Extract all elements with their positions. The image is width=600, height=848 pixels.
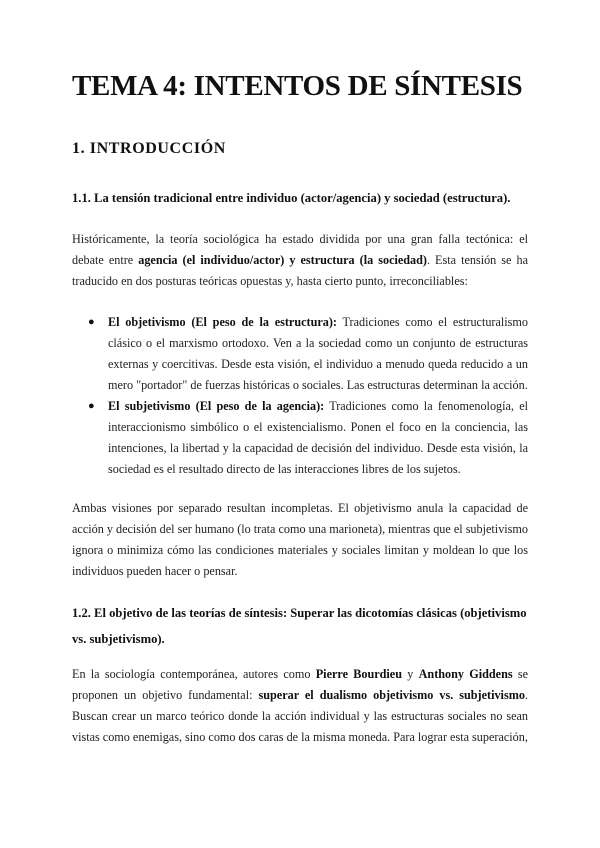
bullet-dot-icon: ● xyxy=(88,400,95,412)
paragraph-text: se proponen un objetivo fundamental: xyxy=(72,667,529,702)
section-heading-introduccion: 1. INTRODUCCIÓN xyxy=(72,140,226,157)
bullet-text: Tradiciones como la fenomenología, el interaccionismo simbólico o el existencialismo. Ponen el foco en la conciencia, las intenciones, la libertad y la capacidad de decisión del individuo. Desde esta visión, la sociedad es el resultado directo de las interacciones libres de los sujetos. xyxy=(108,399,528,476)
paragraph-text: Históricamente, la teoría sociológica ha estado dividida por una gran falla tectónica: el debate entre xyxy=(72,232,528,267)
bold-name-bourdieu: Pierre Bourdieu xyxy=(315,667,402,681)
paragraph-ambas-visiones: Ambas visiones por separado resultan incompletas. El objetivismo anula la capacidad de acción y decisión del ser humano (lo trata como una marioneta), mientras que el subjetivismo ignora o minimiza cómo las condiciones materiales y sociales limitan y moldean lo que los individuos pueden hacer o pensar. xyxy=(72,501,528,578)
bold-term-dualismo: superar el dualismo objetivismo vs. subjetivismo xyxy=(258,688,525,702)
bold-name-giddens: Anthony Giddens xyxy=(418,667,513,681)
paragraph-text: En la sociología contemporánea, autores como xyxy=(72,667,316,681)
bullet-dot-icon: ● xyxy=(88,316,95,328)
subsection-heading-1-1: 1.1. La tensión tradicional entre individuo (actor/agencia) y sociedad (estructura). xyxy=(72,191,511,205)
subsection-heading-1-2: 1.2. El objetivo de las teorías de síntesis: Superar las dicotomías clásicas (objetivismo vs. subjetivismo). xyxy=(72,606,527,646)
paragraph-historicamente xyxy=(72,229,528,292)
bullet-item-objetivismo xyxy=(72,312,528,396)
paragraph-sociologia-contemporanea xyxy=(72,664,528,748)
bold-term-agencia-estructura: agencia (el individuo/actor) y estructura (la sociedad) xyxy=(138,253,427,267)
bullet-term: El objetivismo (El peso de la estructura): xyxy=(108,315,337,329)
bullet-term: El subjetivismo (El peso de la agencia): xyxy=(108,399,325,413)
paragraph-text: y xyxy=(402,667,419,681)
paragraph-text: . Buscan crear un marco teórico donde la acción individual y las estructuras sociales no sean vistas como enemigas, sino como dos caras de la misma moneda. Para lograr esta superación, xyxy=(72,688,528,744)
bullet-item-subjetivismo xyxy=(72,396,528,480)
bullet-list-posturas xyxy=(72,312,528,480)
paragraph-text: . Esta tensión se ha traducido en dos posturas teóricas opuestas y, hasta cierto punto, irreconciliables: xyxy=(72,253,528,288)
bullet-text: Tradiciones como el estructuralismo clásico o el marxismo ortodoxo. Ven a la sociedad como un conjunto de estructuras externas y coercitivas. Desde esta visión, el individuo a menudo queda reducido a un mero "portador" de fuerzas históricas o sociales. Las estructuras determinan la acción. xyxy=(108,315,528,392)
page-title: TEMA 4: INTENTOS DE SÍNTESIS xyxy=(72,70,523,102)
